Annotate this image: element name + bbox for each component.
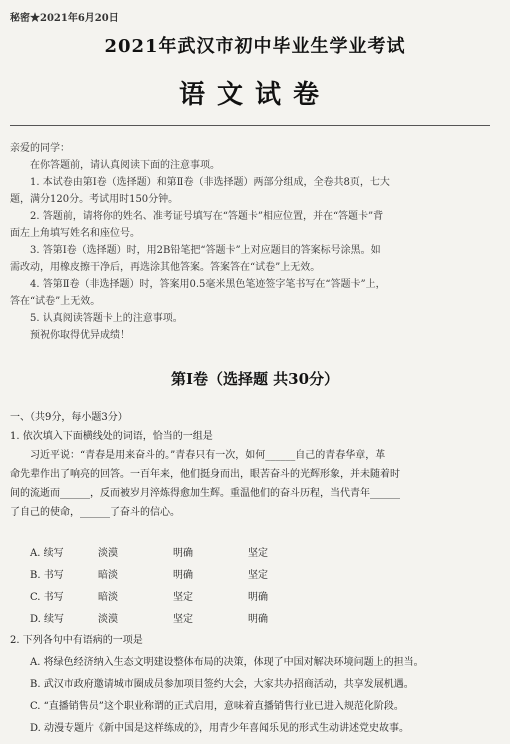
notice-intro: 在你答题前，请认真阅读下面的注意事项。 xyxy=(30,160,220,171)
option-word: 明确 xyxy=(173,569,193,581)
option-word: 暗淡 xyxy=(98,591,118,603)
q1-passage-line: 习近平说：“青春是用来奋斗的。”青春只有一次，如何______自己的青春华章，革 xyxy=(30,450,386,461)
option-letter: B. 书写 xyxy=(30,569,64,581)
secret-mark: 秘密★2021年6月20日 xyxy=(10,13,119,24)
exam-title: 2021年武汉市初中毕业生学业考试 xyxy=(104,36,406,57)
exam-subject-title: 语文试卷 xyxy=(178,80,331,110)
q2-option-a: A. 将绿色经济纳入生态文明建设整体布局的决策，体现了中国对解决环境问题上的担当。 xyxy=(30,657,424,668)
option-letter: D. 续写 xyxy=(30,613,65,625)
q2-option-b: B. 武汉市政府邀请城市圈成员参加项目签约大会，大家共办招商活动，共享发展机遇。 xyxy=(30,679,414,690)
q1-option-b xyxy=(30,562,310,584)
option-word: 坚定 xyxy=(248,569,268,581)
notice-item-3: 3. 答第Ⅰ卷（选择题）时，用2B铅笔把“答题卡”上对应题目的答案标号涂黑。如 xyxy=(30,245,381,256)
notice-item-2: 2. 答题前，请将你的姓名、准考证号填写在“答题卡”相应位置，并在“答题卡”背 xyxy=(30,211,384,222)
option-word: 坚定 xyxy=(248,547,268,559)
option-word: 坚定 xyxy=(173,613,193,625)
option-word: 明确 xyxy=(173,547,193,559)
q1-option-c xyxy=(30,584,310,606)
notice-block xyxy=(10,140,494,344)
q2-stem: 2. 下列各句中有语病的一项是 xyxy=(10,635,143,646)
option-word: 明确 xyxy=(248,613,268,625)
option-letter: C. 书写 xyxy=(30,591,64,603)
notice-closing: 预祝你取得优异成绩！ xyxy=(30,330,130,341)
section-title: 第Ⅰ卷（选择题 共30分） xyxy=(170,370,340,388)
q1-options xyxy=(30,540,310,628)
question-2-block xyxy=(10,630,504,740)
option-letter: A. 续写 xyxy=(30,547,64,559)
q1-passage-line: 命先辈作出了响亮的回答。一百年来，他们挺身而出，眼苦奋斗的光辉形象，并未随着时 xyxy=(10,469,400,480)
divider xyxy=(10,125,490,126)
q1-option-d xyxy=(30,606,310,628)
q1-option-a xyxy=(30,540,310,562)
notice-item-4-cont: 答在“试卷”上无效。 xyxy=(10,296,101,307)
notice-item-2-cont: 面左上角填写姓名和座位号。 xyxy=(10,228,140,239)
notice-item-4: 4. 答第Ⅱ卷（非选择题）时，答案用0.5毫米黑色笔迹签字笔书写在“答题卡”上， xyxy=(30,279,386,290)
part-heading: 一、（共9分，每小题3分） xyxy=(10,412,128,423)
q1-stem: 1. 依次填入下面横线处的词语，恰当的一组是 xyxy=(10,431,213,442)
question-1-block xyxy=(10,408,494,522)
notice-item-3-cont: 需改动，用橡皮擦干净后，再选涂其他答案。答案答在“试卷”上无效。 xyxy=(10,262,321,273)
q2-option-c: C. “直播销售员”这个职业称谓的正式启用，意味着直播销售行业已进入规范化阶段。 xyxy=(30,701,404,712)
q2-option-d: D. 动漫专题片《新中国是这样练成的》，用青少年喜闻乐见的形式生动讲述党史故事。 xyxy=(30,723,410,734)
notice-item-1-cont: 题，满分120分。考试用时150分钟。 xyxy=(10,194,179,205)
notice-item-5: 5. 认真阅读答题卡上的注意事项。 xyxy=(30,313,183,324)
option-word: 淡漠 xyxy=(98,613,118,625)
notice-item-1: 1. 本试卷由第Ⅰ卷（选择题）和第Ⅱ卷（非选择题）两部分组成，全卷共8页，七大 xyxy=(30,177,390,188)
option-word: 淡漠 xyxy=(98,547,118,559)
q1-passage-line: 了自己的使命，______了奋斗的信心。 xyxy=(10,507,180,518)
option-word: 坚定 xyxy=(173,591,193,603)
notice-greeting: 亲爱的同学： xyxy=(10,143,70,154)
option-word: 暗淡 xyxy=(98,569,118,581)
option-word: 明确 xyxy=(248,591,268,603)
q1-passage-line: 间的流逝而______，反而被岁月淬炼得愈加生辉。重温他们的奋斗历程，当代青年______ xyxy=(10,488,400,499)
